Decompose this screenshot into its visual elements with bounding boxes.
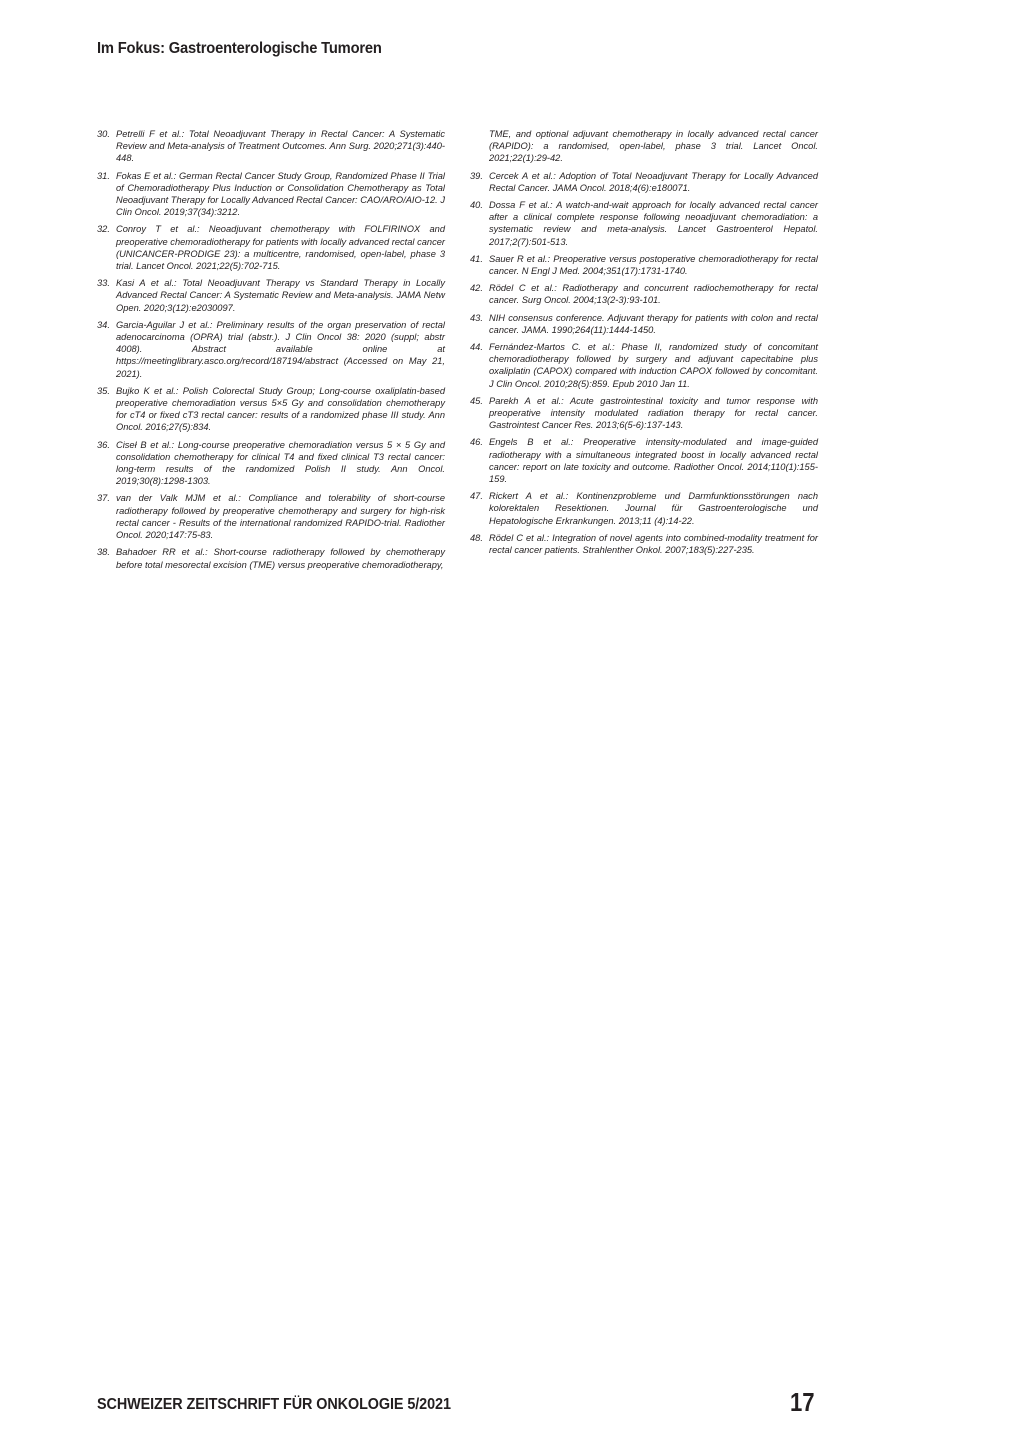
reference-text: Dossa F et al.: A watch-and-wait approach for locally advanced rectal cancer after a clinical complete response following neoadjuvant chemoradiation: a systematic review and meta-analysis. Lancet Gastroenterol Hepatol. 2017;2(7):501-513.: [489, 200, 818, 247]
reference-number: 40.: [470, 200, 483, 211]
reference-item: [470, 532, 818, 556]
reference-number: 43.: [470, 312, 483, 323]
reference-number: 46.: [470, 437, 483, 448]
reference-item: [97, 128, 445, 165]
reference-text: Kasi A et al.: Total Neoadjuvant Therapy vs Standard Therapy in Locally Advanced Rectal Cancer: A Systematic Review and Meta-analysis. JAMA Netw Open. 2020;3(12):e2030097.: [116, 278, 445, 313]
reference-text: Petrelli F et al.: Total Neoadjuvant Therapy in Rectal Cancer: A Systematic Review and Meta-analysis of Treatment Outcomes. Ann Surg. 2020;271(3):440-448.: [116, 129, 445, 164]
reference-item: [470, 395, 818, 432]
reference-item: [470, 199, 818, 248]
reference-text: Rödel C et al.: Radiotherapy and concurrent radiochemotherapy for rectal cancer. Surg Oncol. 2004;13(2-3):93-101.: [489, 283, 818, 306]
reference-number: 45.: [470, 395, 483, 406]
reference-number: 48.: [470, 532, 483, 543]
reference-item: [97, 170, 445, 219]
reference-number: 39.: [470, 170, 483, 181]
journal-footer: SCHWEIZER ZEITSCHRIFT FÜR ONKOLOGIE 5/2021: [97, 1396, 451, 1413]
reference-text: Garcia-Aguilar J et al.: Preliminary results of the organ preservation of rectal adenocarcinoma (OPRA) trial (abstr.). J Clin Oncol 38: 2020 (suppl; abstr 4008). Abstract available online at https://meetinglibrary.asco.org/record/187194/abstract (Accessed on May 21, 2021).: [116, 319, 445, 379]
reference-text: NIH consensus conference. Adjuvant therapy for patients with colon and rectal cancer. JAMA. 1990;264(11):1444-1450.: [489, 312, 818, 335]
reference-text: van der Valk MJM et al.: Compliance and tolerability of short-course radiotherapy followed by preoperative chemotherapy and surgery for high-risk rectal cancer - Results of the international randomized RAPIDO-trial. Radiother Oncol. 2020;147:75-83.: [116, 493, 445, 541]
reference-number: 32.: [97, 224, 110, 235]
reference-number: 42.: [470, 283, 483, 294]
reference-item: [97, 223, 445, 272]
reference-number: 41.: [470, 253, 483, 264]
reference-text: Conroy T et al.: Neoadjuvant chemotherapy with FOLFIRINOX and preoperative chemoradiotherapy for patients with locally advanced rectal cancer (UNICANCER-PRODIGE 23): a multicentre, randomised, open-label, phase 3 trial. Lancet Oncol. 2021;22(5):702-715.: [116, 224, 445, 272]
reference-text: Engels B et al.: Preoperative intensity-modulated and image-guided radiotherapy with a simultaneous integrated boost in locally advanced rectal cancer: report on late toxicity and outcome. Radiother Oncol. 2014;110(1):155-159.: [489, 437, 818, 485]
reference-item: [470, 253, 818, 277]
reference-text: TME, and optional adjuvant chemotherapy in locally advanced rectal cancer (RAPIDO): a randomised, open-label, phase 3 trial. Lancet Oncol. 2021;22(1):29-42.: [489, 129, 818, 164]
reference-text: Bahadoer RR et al.: Short-course radiotherapy followed by chemotherapy before total mesorectal excision (TME) versus preoperative chemoradiotherapy,: [116, 547, 445, 570]
reference-number: 38.: [97, 547, 110, 558]
page-number: 17: [790, 1387, 815, 1417]
reference-text: Ciseł B et al.: Long-course preoperative chemoradiation versus 5 × 5 Gy and consolidation chemotherapy for clinical T4 and fixed clinical T3 rectal cancer: long-term results of the randomized Polish II study. Ann Oncol. 2019;30(8):1298-1303.: [116, 439, 445, 487]
reference-text: Fokas E et al.: German Rectal Cancer Study Group, Randomized Phase II Trial of Chemoradiotherapy Plus Induction or Consolidation Chemotherapy as Total Neoadjuvant Therapy for Locally Advanced Rectal Cancer: CAO/ARO/AIO-12. J Clin Oncol. 2019;37(34):3212.: [116, 170, 445, 218]
reference-text: Rödel C et al.: Integration of novel agents into combined-modality treatment for rectal cancer patients. Strahlenther Onkol. 2007;183(5):227-235.: [489, 532, 818, 556]
reference-item: [97, 439, 445, 488]
reference-number: 31.: [97, 170, 110, 181]
reference-number: 30.: [97, 129, 110, 139]
reference-item: [470, 312, 818, 336]
reference-item: [470, 282, 818, 306]
reference-number: 34.: [97, 319, 110, 330]
reference-number: 47.: [470, 491, 483, 502]
reference-number: 44.: [470, 342, 483, 353]
reference-text: Fernández-Martos C. et al.: Phase II, randomized study of concomitant chemoradiotherapy followed by surgery and adjuvant capecitabine plus oxaliplatin (CAPOX) compared with induction CAPOX followed by concomitant. J Clin Oncol. 2010;28(5):859. Epub 2010 Jan 11.: [489, 342, 818, 389]
reference-item: [470, 436, 818, 485]
reference-item: [470, 170, 818, 194]
reference-text: Sauer R et al.: Preoperative versus postoperative chemoradiotherapy for rectal cancer. N Engl J Med. 2004;351(17):1731-1740.: [489, 253, 818, 277]
reference-text: Parekh A et al.: Acute gastrointestinal toxicity and tumor response with preoperative intensity modulated radiation therapy for rectal cancer. Gastrointest Cancer Res. 2013;6(5-6):137-143.: [489, 395, 818, 431]
reference-text: Rickert A et al.: Kontinenzprobleme und Darmfunktionsstörungen nach kolorektalen Resektionen. Journal für Gastroenterologische und Hepatologische Erkrankungen. 2013;11 (4):14-22.: [489, 491, 818, 526]
reference-item: [97, 319, 445, 380]
reference-item: [470, 490, 818, 527]
reference-item: [97, 385, 445, 434]
reference-number: 36.: [97, 439, 110, 450]
reference-item: [97, 277, 445, 314]
reference-number: 35.: [97, 385, 110, 396]
reference-item: [97, 492, 445, 541]
reference-number: 37.: [97, 493, 110, 504]
reference-item: [97, 546, 445, 570]
running-header: Im Fokus: Gastroenterologische Tumoren: [97, 40, 382, 57]
reference-text: Bujko K et al.: Polish Colorectal Study Group; Long-course oxaliplatin-based preoperative chemoradiation versus 5×5 Gy and consolidation chemotherapy for cT4 or fixed cT3 rectal cancer: results of a randomized phase III study. Ann Oncol. 2016;27(5):834.: [116, 385, 445, 433]
reference-continuation: [470, 128, 818, 165]
references-column-right: [470, 128, 818, 561]
reference-text: Cercek A et al.: Adoption of Total Neoadjuvant Therapy for Locally Advanced Rectal Cancer. JAMA Oncol. 2018;4(6):e180071.: [489, 170, 818, 193]
reference-item: [470, 341, 818, 390]
references-column-left: [97, 128, 445, 576]
reference-number: 33.: [97, 278, 110, 289]
